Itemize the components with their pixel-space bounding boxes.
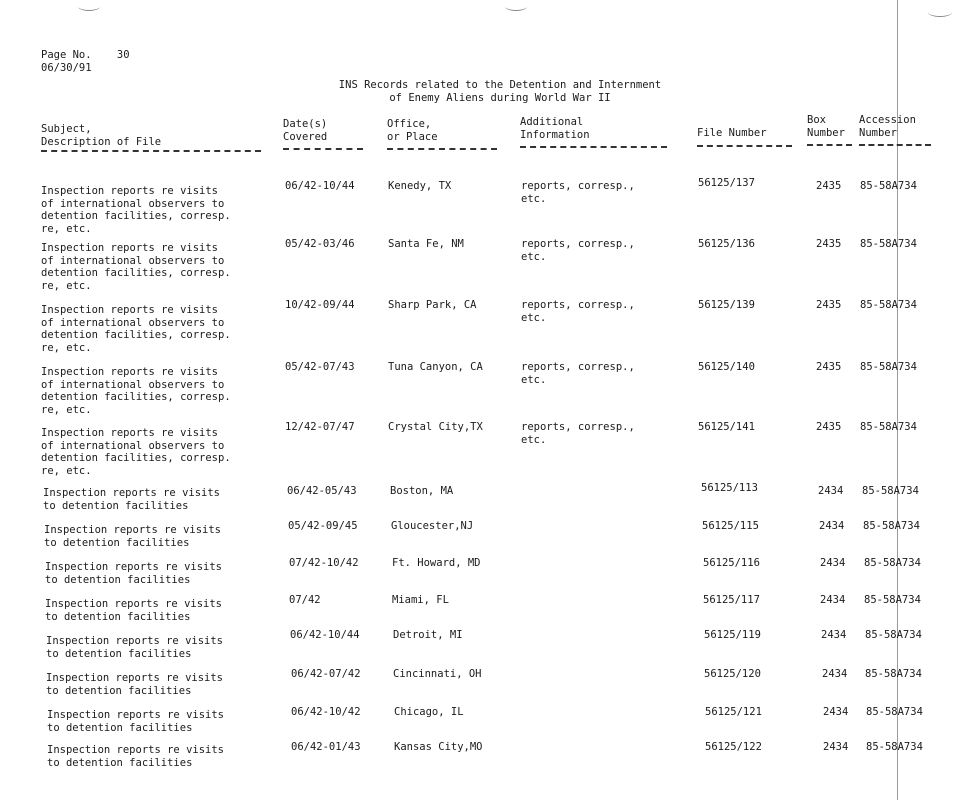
subject-cell: Inspection reports re visits of international observers to detention facilities, corresp. re, etc.	[41, 366, 231, 416]
file-number-cell: 56125/139	[698, 299, 755, 311]
accession-number-cell: 85-58A734	[863, 520, 920, 532]
col-header-box-line2: Number	[807, 126, 845, 139]
accession-number-cell: 85-58A734	[860, 238, 917, 250]
header-underline	[859, 144, 931, 146]
dates-cell: 05/42-09/45	[288, 520, 358, 532]
accession-number-cell: 85-58A734	[864, 594, 921, 606]
col-header-office-line2: or Place	[387, 130, 438, 143]
office-cell: Sharp Park, CA	[388, 299, 477, 311]
box-number-cell: 2435	[816, 421, 842, 433]
dates-cell: 10/42-09/44	[285, 299, 355, 311]
subject-cell: Inspection reports re visits to detention facilities	[45, 561, 223, 586]
file-number-cell: 56125/120	[704, 668, 761, 680]
col-header-info-line2: Information	[520, 128, 590, 141]
accession-number-cell: 85-58A734	[866, 741, 923, 753]
office-cell: Detroit, MI	[393, 629, 463, 641]
file-number-cell: 56125/137	[698, 177, 755, 189]
scan-mark	[505, 2, 527, 11]
title-line-1: INS Records related to the Detention and Internment	[338, 79, 662, 91]
file-number-cell: 56125/117	[703, 594, 760, 606]
header-underline	[387, 148, 497, 150]
accession-number-cell: 85-58A734	[860, 361, 917, 373]
office-cell: Cincinnati, OH	[393, 668, 482, 680]
header-underline	[41, 150, 261, 152]
info-cell: reports, corresp., etc.	[521, 361, 635, 386]
header-underline	[283, 148, 363, 150]
col-header-info	[520, 116, 590, 141]
box-number-cell: 2435	[816, 361, 842, 373]
box-number-cell: 2434	[820, 594, 846, 606]
box-number-cell: 2434	[820, 557, 846, 569]
office-cell: Boston, MA	[390, 485, 454, 497]
office-cell: Kansas City,MO	[394, 741, 483, 753]
subject-cell: Inspection reports re visits to detention facilities	[47, 744, 225, 769]
dates-cell: 12/42-07/47	[285, 421, 355, 433]
dates-cell: 06/42-10/44	[285, 180, 355, 192]
dates-cell: 07/42-10/42	[289, 557, 359, 569]
dates-cell: 06/42-05/43	[287, 485, 357, 497]
box-number-cell: 2434	[823, 706, 849, 718]
col-header-dates-line1: Date(s)	[283, 118, 328, 130]
box-number-cell: 2434	[821, 629, 847, 641]
subject-cell: Inspection reports re visits of international observers to detention facilities, corresp. re, etc.	[41, 242, 231, 292]
dates-cell: 06/42-10/44	[290, 629, 360, 641]
title-line-2: of Enemy Aliens during World War II	[389, 91, 611, 104]
document-title	[280, 79, 720, 104]
box-number-cell: 2434	[822, 668, 848, 680]
col-header-info-line1: Additional	[520, 116, 584, 128]
col-header-file-number: File Number	[697, 127, 767, 139]
col-header-acc-line2: Number	[859, 126, 897, 139]
office-cell: Ft. Howard, MD	[392, 557, 481, 569]
dates-cell: 06/42-10/42	[291, 706, 361, 718]
subject-cell: Inspection reports re visits to detention facilities	[44, 524, 222, 549]
page-number: 30	[116, 49, 130, 61]
subject-cell: Inspection reports re visits to detention facilities	[47, 709, 225, 734]
info-cell: reports, corresp., etc.	[521, 299, 635, 324]
file-number-cell: 56125/119	[704, 629, 761, 641]
info-cell: reports, corresp., etc.	[521, 238, 635, 263]
col-header-subject-line2: Description of File	[41, 135, 162, 148]
office-cell: Miami, FL	[392, 594, 449, 606]
col-header-box-number	[807, 114, 845, 139]
file-number-cell: 56125/115	[702, 520, 759, 532]
box-number-cell: 2435	[816, 180, 842, 192]
subject-cell: Inspection reports re visits to detention facilities	[46, 672, 224, 697]
accession-number-cell: 85-58A734	[860, 421, 917, 433]
office-cell: Chicago, IL	[394, 706, 464, 718]
accession-number-cell: 85-58A734	[860, 299, 917, 311]
header-underline	[520, 146, 667, 148]
box-number-cell: 2435	[816, 238, 842, 250]
col-header-office-line1: Office,	[387, 118, 432, 130]
col-header-subject-line1: Subject,	[41, 123, 92, 135]
col-header-accession-number	[859, 114, 916, 139]
office-cell: Tuna Canyon, CA	[388, 361, 483, 373]
subject-cell: Inspection reports re visits to detention facilities	[45, 598, 223, 623]
dates-cell: 05/42-03/46	[285, 238, 355, 250]
office-cell: Kenedy, TX	[388, 180, 452, 192]
document-date: 06/30/91	[41, 62, 92, 74]
dates-cell: 05/42-07/43	[285, 361, 355, 373]
col-header-acc-line1: Accession	[859, 114, 916, 126]
file-number-cell: 56125/140	[698, 361, 755, 373]
subject-cell: Inspection reports re visits of international observers to detention facilities, corresp. re, etc.	[41, 185, 231, 235]
office-cell: Santa Fe, NM	[388, 238, 464, 250]
col-header-box-line1: Box	[807, 114, 826, 126]
col-header-office	[387, 118, 438, 143]
dates-cell: 06/42-07/42	[291, 668, 361, 680]
file-number-cell: 56125/122	[705, 741, 762, 753]
file-number-cell: 56125/136	[698, 238, 755, 250]
accession-number-cell: 85-58A734	[865, 629, 922, 641]
box-number-cell: 2434	[823, 741, 849, 753]
scan-mark	[928, 8, 952, 17]
box-number-cell: 2435	[816, 299, 842, 311]
office-cell: Crystal City,TX	[388, 421, 483, 433]
file-number-cell: 56125/116	[703, 557, 760, 569]
accession-number-cell: 85-58A734	[862, 485, 919, 497]
header-underline	[697, 145, 792, 147]
header-underline	[807, 144, 852, 146]
subject-cell: Inspection reports re visits of international observers to detention facilities, corresp. re, etc.	[41, 304, 231, 354]
file-number-cell: 56125/141	[698, 421, 755, 433]
file-number-cell: 56125/121	[705, 706, 762, 718]
col-header-dates	[283, 118, 327, 143]
accession-number-cell: 85-58A734	[865, 668, 922, 680]
box-number-cell: 2434	[819, 520, 845, 532]
dates-cell: 06/42-01/43	[291, 741, 361, 753]
file-number-cell: 56125/113	[701, 482, 758, 494]
subject-cell: Inspection reports re visits to detention facilities	[43, 487, 221, 512]
subject-cell: Inspection reports re visits to detention facilities	[46, 635, 224, 660]
col-header-subject	[41, 123, 161, 148]
page-number-label	[41, 49, 130, 62]
page-label: Page No.	[41, 49, 92, 61]
subject-cell: Inspection reports re visits of international observers to detention facilities, corresp. re, etc.	[41, 427, 231, 477]
box-number-cell: 2434	[818, 485, 844, 497]
accession-number-cell: 85-58A734	[864, 557, 921, 569]
info-cell: reports, corresp., etc.	[521, 421, 635, 446]
dates-cell: 07/42	[289, 594, 321, 606]
info-cell: reports, corresp., etc.	[521, 180, 635, 205]
scan-mark	[78, 2, 100, 11]
accession-number-cell: 85-58A734	[860, 180, 917, 192]
office-cell: Gloucester,NJ	[391, 520, 474, 532]
col-header-dates-line2: Covered	[283, 130, 328, 143]
accession-number-cell: 85-58A734	[866, 706, 923, 718]
